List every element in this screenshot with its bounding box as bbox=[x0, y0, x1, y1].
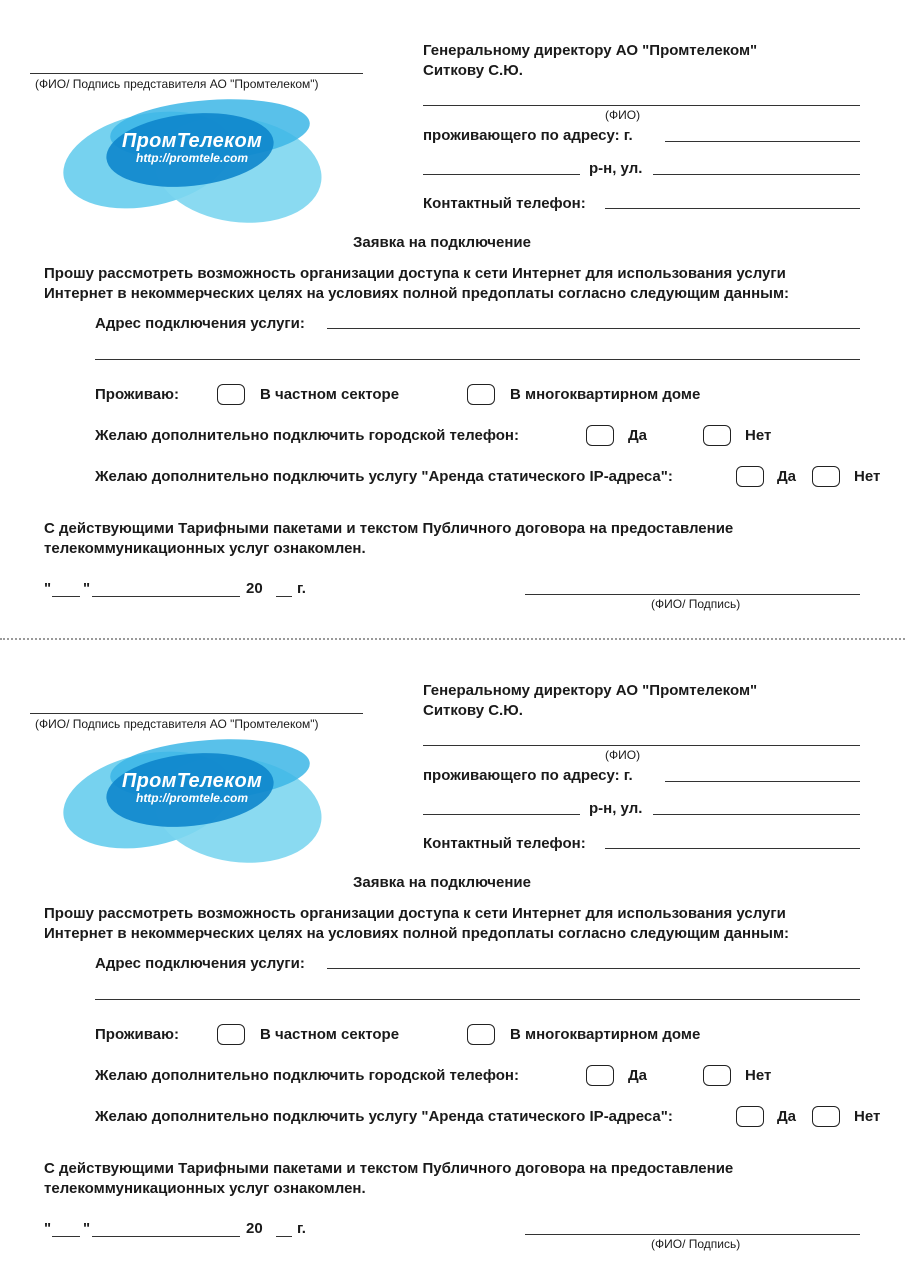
application-form-copy-2 bbox=[0, 640, 905, 1280]
promtelecom-logo bbox=[60, 732, 325, 867]
district-label: р-н, ул. bbox=[589, 800, 643, 817]
agreement-line-2: телекоммуникационных услуг ознакомлен. bbox=[44, 540, 366, 557]
phone-label: Контактный телефон: bbox=[423, 835, 586, 852]
date-year-field[interactable] bbox=[276, 596, 292, 597]
promtelecom-logo bbox=[60, 92, 325, 227]
service-address-field-2[interactable] bbox=[95, 999, 860, 1000]
city-phone-question: Желаю дополнительно подключить городской телефон: bbox=[95, 427, 519, 444]
addressee-line-1: Генеральному директору АО "Промтелеком" bbox=[423, 682, 758, 699]
fio-caption: (ФИО) bbox=[605, 108, 641, 122]
private-sector-checkbox[interactable] bbox=[217, 384, 245, 405]
date-day-field[interactable] bbox=[52, 1236, 80, 1237]
logo-name: ПромТелеком bbox=[121, 130, 263, 152]
static-ip-yes-checkbox[interactable] bbox=[736, 1106, 764, 1127]
date-year-prefix: 20 bbox=[246, 580, 263, 597]
phone-label: Контактный телефон: bbox=[423, 195, 586, 212]
signature-field[interactable] bbox=[525, 594, 860, 595]
city-field[interactable] bbox=[665, 781, 860, 782]
city-phone-no-checkbox[interactable] bbox=[703, 425, 731, 446]
date-close-quote: " bbox=[83, 580, 91, 597]
agreement-line-2: телекоммуникационных услуг ознакомлен. bbox=[44, 1180, 366, 1197]
private-sector-checkbox[interactable] bbox=[217, 1024, 245, 1045]
signature-field[interactable] bbox=[525, 1234, 860, 1235]
representative-signature-line[interactable] bbox=[30, 73, 363, 74]
service-address-label: Адрес подключения услуги: bbox=[95, 315, 305, 332]
static-ip-yes-label: Да bbox=[777, 468, 797, 485]
fio-caption: (ФИО) bbox=[605, 748, 641, 762]
agreement-line-1: С действующими Тарифными пакетами и текстом Публичного договора на предоставление bbox=[44, 520, 734, 537]
static-ip-no-checkbox[interactable] bbox=[812, 1106, 840, 1127]
phone-field[interactable] bbox=[605, 848, 860, 849]
date-month-field[interactable] bbox=[92, 1236, 240, 1237]
form-title: Заявка на подключение bbox=[353, 874, 531, 891]
addressee-line-2: Ситкову С.Ю. bbox=[423, 62, 523, 79]
service-address-label: Адрес подключения услуги: bbox=[95, 955, 305, 972]
addressee-line-2: Ситкову С.Ю. bbox=[423, 702, 523, 719]
intro-line-1: Прошу рассмотреть возможность организации доступа к сети Интернет для использования услуги bbox=[44, 905, 786, 922]
fio-field[interactable] bbox=[423, 105, 860, 106]
addressee-line-1: Генеральному директору АО "Промтелеком" bbox=[423, 42, 758, 59]
intro-line-1: Прошу рассмотреть возможность организации доступа к сети Интернет для использования услуги bbox=[44, 265, 786, 282]
living-label: Проживаю: bbox=[95, 386, 179, 403]
date-close-quote: " bbox=[83, 1220, 91, 1237]
city-phone-question: Желаю дополнительно подключить городской телефон: bbox=[95, 1067, 519, 1084]
representative-signature-line[interactable] bbox=[30, 713, 363, 714]
city-phone-no-checkbox[interactable] bbox=[703, 1065, 731, 1086]
static-ip-no-label: Нет bbox=[854, 468, 881, 485]
signature-caption: (ФИО/ Подпись) bbox=[651, 1237, 741, 1251]
address-label: проживающего по адресу: г. bbox=[423, 767, 633, 784]
private-sector-label: В частном секторе bbox=[260, 386, 400, 403]
date-year-prefix: 20 bbox=[246, 1220, 263, 1237]
city-phone-no-label: Нет bbox=[745, 1067, 772, 1084]
apartment-label: В многоквартирном доме bbox=[510, 386, 701, 403]
district-field[interactable] bbox=[423, 174, 580, 175]
apartment-checkbox[interactable] bbox=[467, 1024, 495, 1045]
logo-url: http://promtele.com bbox=[135, 151, 248, 165]
street-field[interactable] bbox=[653, 174, 860, 175]
fio-field[interactable] bbox=[423, 745, 860, 746]
form-title: Заявка на подключение bbox=[353, 234, 531, 251]
living-label: Проживаю: bbox=[95, 1026, 179, 1043]
city-phone-yes-label: Да bbox=[628, 427, 648, 444]
district-label: р-н, ул. bbox=[589, 160, 643, 177]
static-ip-no-checkbox[interactable] bbox=[812, 466, 840, 487]
district-field[interactable] bbox=[423, 814, 580, 815]
service-address-field[interactable] bbox=[327, 968, 860, 969]
street-field[interactable] bbox=[653, 814, 860, 815]
static-ip-no-label: Нет bbox=[854, 1108, 881, 1125]
intro-line-2: Интернет в некоммерческих целях на условиях полной предоплаты согласно следующим данным: bbox=[44, 285, 790, 302]
city-phone-yes-label: Да bbox=[628, 1067, 648, 1084]
city-field[interactable] bbox=[665, 141, 860, 142]
date-open-quote: " bbox=[44, 1220, 52, 1237]
date-day-field[interactable] bbox=[52, 596, 80, 597]
agreement-line-1: С действующими Тарифными пакетами и текстом Публичного договора на предоставление bbox=[44, 1160, 734, 1177]
intro-line-2: Интернет в некоммерческих целях на условиях полной предоплаты согласно следующим данным: bbox=[44, 925, 790, 942]
address-label: проживающего по адресу: г. bbox=[423, 127, 633, 144]
static-ip-question: Желаю дополнительно подключить услугу "Аренда статического IP-адреса": bbox=[95, 1108, 673, 1125]
representative-caption: (ФИО/ Подпись представителя АО "Промтелеком") bbox=[35, 77, 319, 91]
date-suffix: г. bbox=[297, 580, 306, 597]
date-year-field[interactable] bbox=[276, 1236, 292, 1237]
date-open-quote: " bbox=[44, 580, 52, 597]
apartment-label: В многоквартирном доме bbox=[510, 1026, 701, 1043]
representative-caption: (ФИО/ Подпись представителя АО "Промтелеком") bbox=[35, 717, 319, 731]
service-address-field[interactable] bbox=[327, 328, 860, 329]
phone-field[interactable] bbox=[605, 208, 860, 209]
city-phone-no-label: Нет bbox=[745, 427, 772, 444]
city-phone-yes-checkbox[interactable] bbox=[586, 425, 614, 446]
apartment-checkbox[interactable] bbox=[467, 384, 495, 405]
service-address-field-2[interactable] bbox=[95, 359, 860, 360]
logo-name: ПромТелеком bbox=[121, 770, 263, 792]
static-ip-yes-checkbox[interactable] bbox=[736, 466, 764, 487]
static-ip-question: Желаю дополнительно подключить услугу "Аренда статического IP-адреса": bbox=[95, 468, 673, 485]
logo-url: http://promtele.com bbox=[135, 791, 248, 805]
city-phone-yes-checkbox[interactable] bbox=[586, 1065, 614, 1086]
private-sector-label: В частном секторе bbox=[260, 1026, 400, 1043]
static-ip-yes-label: Да bbox=[777, 1108, 797, 1125]
date-suffix: г. bbox=[297, 1220, 306, 1237]
signature-caption: (ФИО/ Подпись) bbox=[651, 597, 741, 611]
date-month-field[interactable] bbox=[92, 596, 240, 597]
